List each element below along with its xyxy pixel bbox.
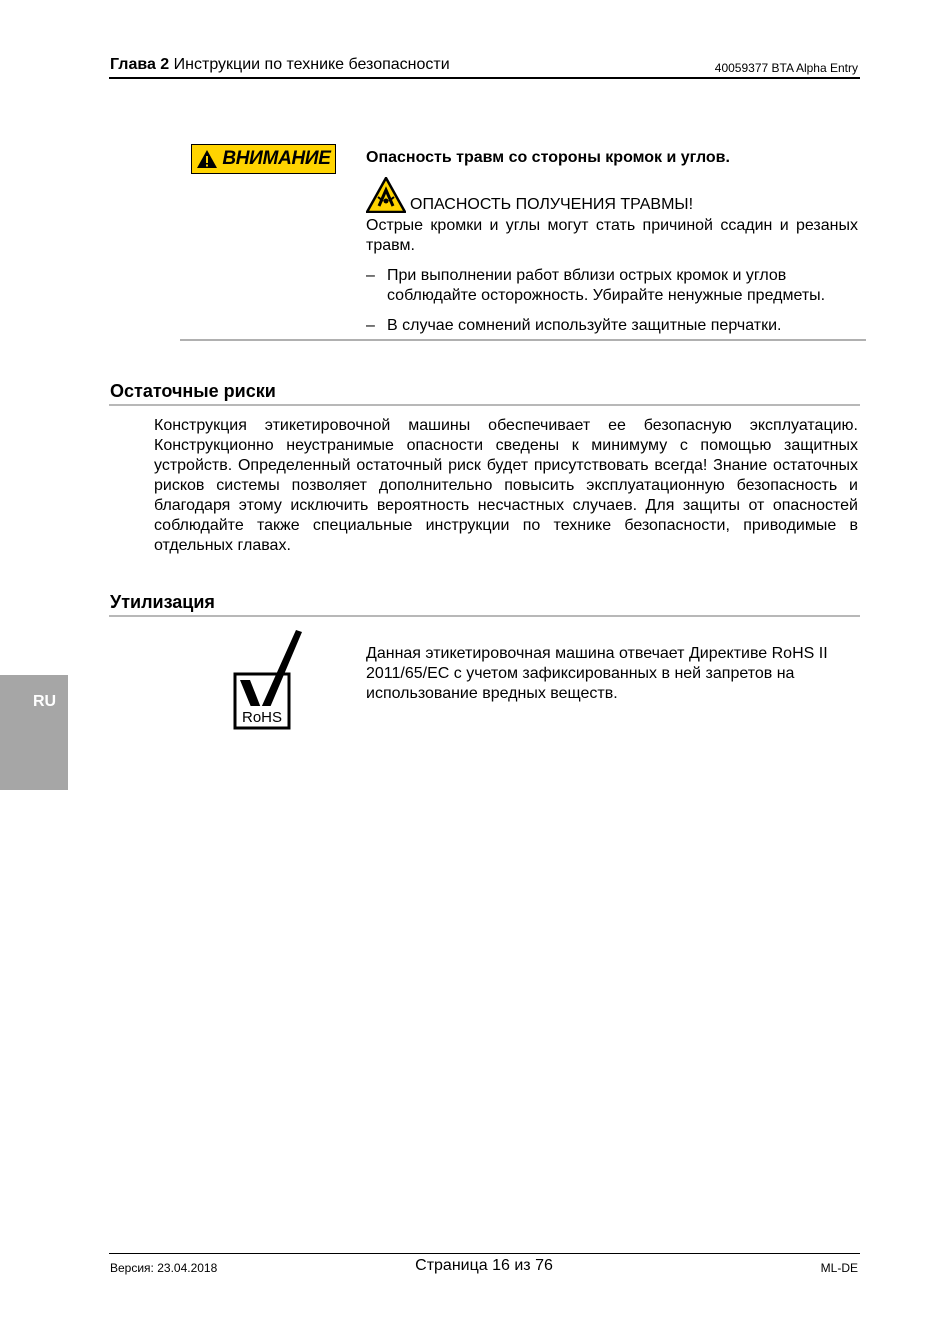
header-divider: [109, 77, 860, 79]
warning-badge: [191, 144, 336, 174]
chapter-label: Глава 2: [110, 56, 170, 73]
footer-page-number: Страница 16 из 76: [415, 1257, 553, 1274]
bullet-text: В случае сомнений используйте защитные перчатки.: [387, 317, 782, 334]
warning-badge-label: ВНИМАНИЕ: [222, 148, 331, 169]
footer-version: Версия: 23.04.2018: [110, 1261, 218, 1275]
bullet-marker: –: [366, 267, 375, 284]
list-item: [366, 316, 866, 336]
disposal-text: Данная этикетировочная машина отвечает Директиве RoHS II 2011/65/EC с учетом зафиксированных в ней запретов на использование вредных веществ.: [366, 645, 828, 702]
list-item: [366, 266, 866, 306]
page-header-chapter: [110, 56, 450, 74]
hazard-caption: ОПАСНОСТЬ ПОЛУЧЕНИЯ ТРАВМЫ!: [410, 196, 694, 213]
svg-text:RoHS: RoHS: [241, 709, 283, 726]
footer-code: ML-DE: [820, 1261, 858, 1275]
footer-divider: [109, 1253, 860, 1254]
residual-risks-heading: Остаточные риски: [110, 381, 276, 401]
residual-risks-text: Конструкция этикетировочной машины обеспечивает ее безопасную эксплуатацию. Конструкционно неустранимые опасности сведены к минимуму с помощью защитных устройств. Определенный остаточный риск будет присутствовать всегда! Знание остаточных рисков системы позволяет дополнительно повысить эксплуатационную безопасность и благодаря этому исключить вероятность несчастных случаев. Для защиты от опасностей соблюдайте также специальные инструкции по технике безопасности, приводимые в отдельных главах.: [154, 417, 858, 554]
chapter-title: Инструкции по технике безопасности: [173, 56, 450, 73]
language-tab: [0, 675, 68, 790]
section-divider: [109, 404, 860, 406]
bullet-marker: –: [366, 317, 375, 334]
warning-divider: [180, 339, 866, 341]
section-divider: [109, 615, 860, 617]
document-id: 40059377 BTA Alpha Entry: [714, 61, 858, 75]
warning-triangle-icon: [196, 149, 218, 169]
warning-text: Острые кромки и углы могут стать причиной ссадин и резаных травм.: [366, 217, 858, 254]
warning-title: Опасность травм со стороны кромок и углов.: [366, 149, 730, 166]
language-tab-label: RU: [33, 693, 57, 710]
disposal-heading: Утилизация: [110, 592, 215, 612]
bullet-text: При выполнении работ вблизи острых кромок и углов соблюдайте осторожность. Убирайте ненужные предметы.: [387, 267, 826, 304]
rohs-logo-icon: [232, 628, 306, 732]
cut-hazard-icon: [366, 177, 406, 213]
